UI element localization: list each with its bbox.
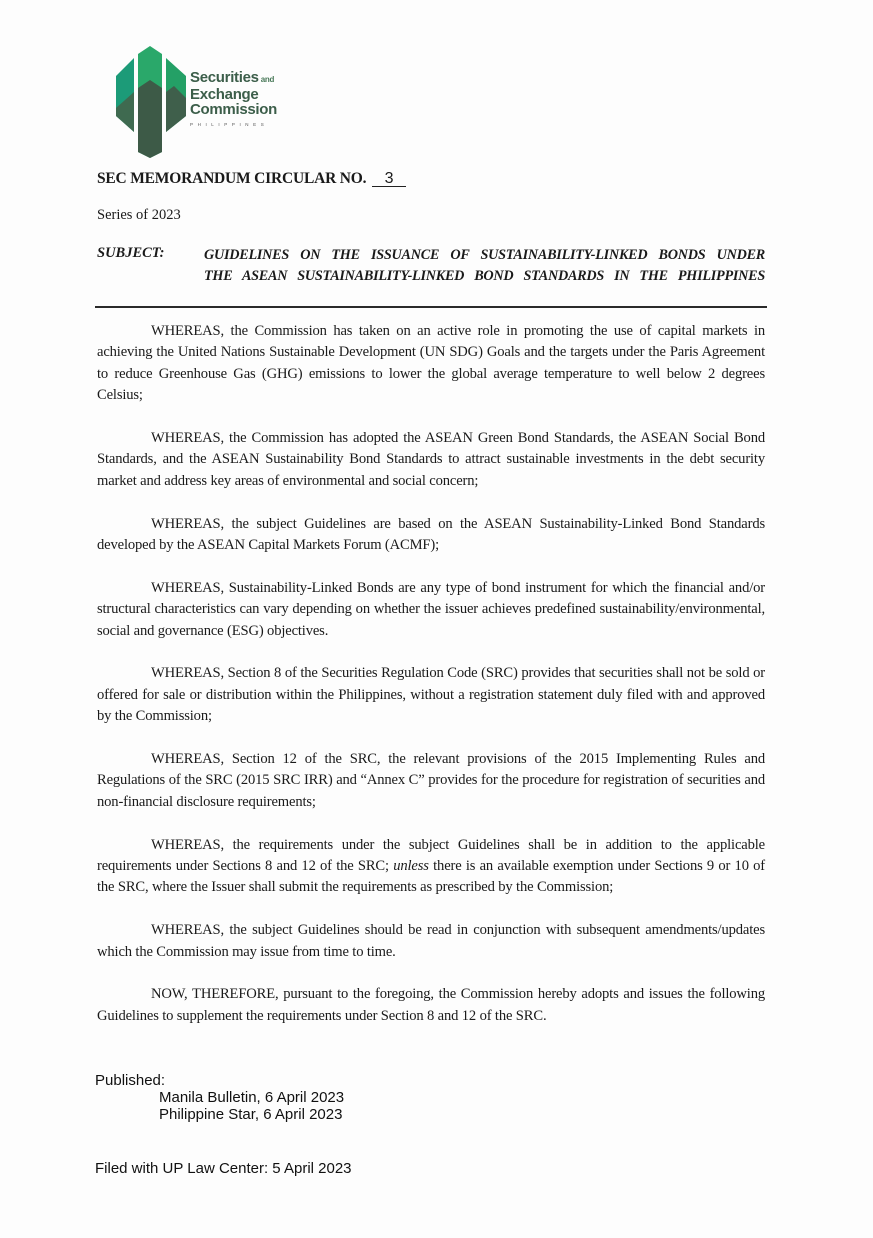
published-entry: Philippine Star, 6 April 2023 <box>159 1106 343 1123</box>
whereas-paragraph-3: WHEREAS, the subject Guidelines are based on the ASEAN Sustainability-Linked Bond Standards developed by the ASEAN Capital Markets Forum (ACMF); <box>97 515 765 554</box>
whereas-paragraph-2: WHEREAS, the Commission has adopted the ASEAN Green Bond Standards, the ASEAN Social Bond Standards, and the ASEAN Sustainability Bond Standards to attract sustainable investments in the debt security market and address key areas of environmental and social concern; <box>97 430 765 489</box>
subject-label: SUBJECT: <box>97 245 165 261</box>
whereas-paragraph-8: WHEREAS, the subject Guidelines should be read in conjunction with subsequent amendments/updates which the Commission may issue from time to time. <box>97 922 765 960</box>
sec-logo <box>114 46 304 158</box>
series-year: Series of 2023 <box>97 207 181 223</box>
circular-title <box>97 170 406 188</box>
whereas-paragraph-6: WHEREAS, Section 12 of the SRC, the relevant provisions of the 2015 Implementing Rules and Regulations of the SRC (2015 SRC IRR) and “Annex C” provides for the procedure for registration of securities and non-financial disclosure requirements; <box>97 751 765 810</box>
whereas-paragraph-5: WHEREAS, Section 8 of the Securities Regulation Code (SRC) provides that securities shall not be sold or offered for sale or distribution within the Philippines, without a registration statement duly filed with and approved by the Commission; <box>97 665 765 725</box>
logo-line-2: Exchange <box>190 86 259 103</box>
logo-subtitle: PHILIPPINES <box>190 122 269 127</box>
sec-logo-wordmark <box>190 70 277 117</box>
paragraph-7-emphasis: unless <box>393 858 429 875</box>
whereas-paragraph-4: WHEREAS, Sustainability-Linked Bonds are any type of bond instrument for which the financial and/or structural characteristics can vary depending on whether the issuer achieves predefined sustainability/environmental, social and governance (ESG) objectives. <box>97 579 765 639</box>
now-therefore-paragraph: NOW, THEREFORE, pursuant to the foregoing, the Commission hereby adopts and issues the following Guidelines to supplement the requirements under Section 8 and 12 of the SRC. <box>97 986 765 1024</box>
header-divider <box>95 306 767 308</box>
paragraph-7-after: there is an available exemption under Sections 9 or 10 of the SRC, where the Issuer shall submit the requirements as prescribed by the Commission; <box>97 858 766 896</box>
circular-number: 3 <box>372 171 406 187</box>
circular-label: SEC MEMORANDUM CIRCULAR NO. <box>97 170 367 187</box>
subject-line-2: THE ASEAN SUSTAINABILITY-LINKED BOND STANDARDS IN THE PHILIPPINES <box>204 268 765 284</box>
document-body <box>97 321 765 1049</box>
filed-with-up-law-center: Filed with UP Law Center: 5 April 2023 <box>95 1160 352 1177</box>
published-entry: Manila Bulletin, 6 April 2023 <box>159 1089 345 1106</box>
whereas-paragraph-7 <box>97 835 765 899</box>
subject-text <box>204 245 765 287</box>
logo-line-1-and: and <box>260 75 275 84</box>
subject-line-1: GUIDELINES ON THE ISSUANCE OF SUSTAINABILITY-LINKED BONDS UNDER <box>204 247 765 263</box>
published-label: Published: <box>95 1072 166 1089</box>
whereas-paragraph-1: WHEREAS, the Commission has taken on an active role in promoting the use of capital markets in achieving the United Nations Sustainable Development (UN SDG) Goals and the targets under the Paris Agreement to reduce Greenhouse Gas (GHG) emissions to lower the global average temperature to well below 2 degrees Celsius; <box>97 323 765 404</box>
sec-logo-emblem-icon <box>114 46 190 158</box>
logo-line-1: Securities <box>190 69 259 86</box>
logo-line-3: Commission <box>190 101 278 118</box>
publication-info <box>95 1072 344 1123</box>
paragraph-7-before: WHEREAS, the requirements under the subject Guidelines shall be in addition to the applicable requirements under Sections 8 and 12 of the SRC; <box>97 836 765 875</box>
